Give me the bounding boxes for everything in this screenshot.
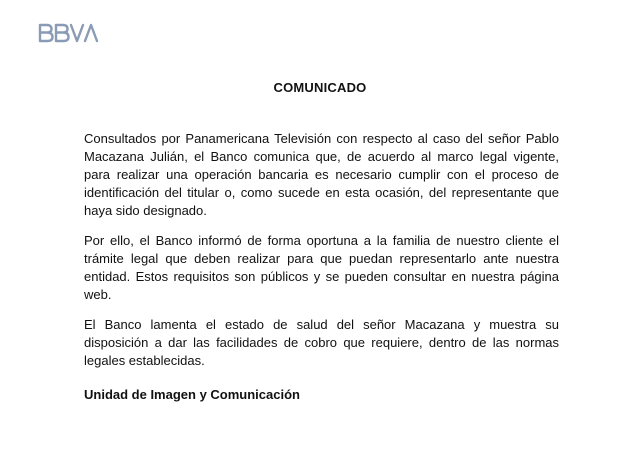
document-title: COMUNICADO [273,80,367,95]
signature: Unidad de Imagen y Comunicación [84,387,300,402]
bbva-logo-mark [38,22,100,44]
paragraph-3: El Banco lamenta el estado de salud del señor Macazana y muestra su disposición a dar las facilidades de cobro que requiere, dentro de las normas legales establecidas. [84,317,559,368]
document-body [84,130,559,382]
paragraph-2: Por ello, el Banco informó de forma oportuna a la familia de nuestro cliente el trámite legal que deben realizar para que puedan representarlo ante nuestra entidad. Estos requisitos son públicos y se pueden consultar en nuestra página web. [84,233,559,302]
paragraph-1: Consultados por Panamericana Televisión con respecto al caso del señor Pablo Macazana Julián, el Banco comunica que, de acuerdo al marco legal vigente, para realizar una operación bancaria es necesario cumplir con el proceso de identificación del titular o, como sucede en esta ocasión, del representante que haya sido designado. [84,131,559,218]
bbva-logo [38,22,100,44]
